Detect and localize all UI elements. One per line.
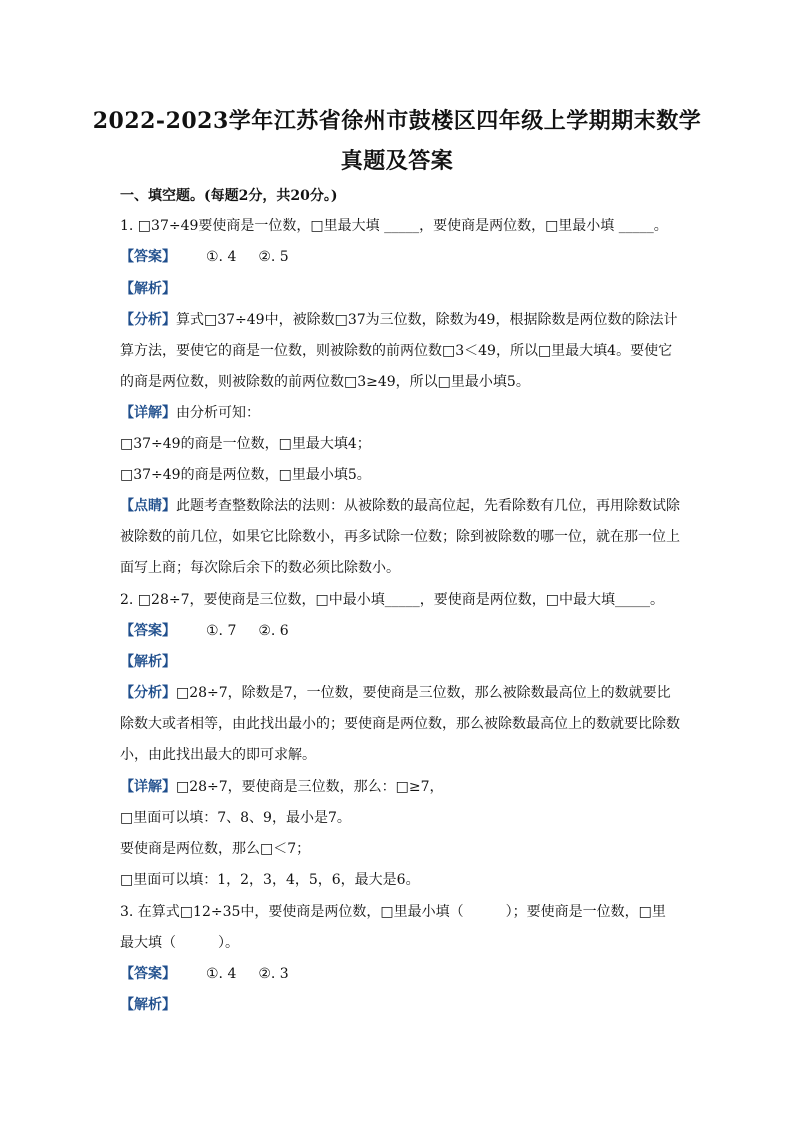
document-title-line-2: 真题及答案 bbox=[340, 148, 454, 174]
q2-fenxi-line-3: 小，由此找出最大的即可求解。 bbox=[120, 747, 316, 763]
q1-question: 1. □37÷49要使商是一位数，□里最大填 _____，要使商是两位数，□里最小填 _____。 bbox=[120, 218, 668, 234]
answer-label: 【答案】 bbox=[120, 966, 176, 982]
q1-fenxi-text-1: 算式□37÷49中，被除数□37为三位数，除数为49，根据除数是两位数的除法计 bbox=[176, 312, 678, 328]
q2-answer-a: ①. 7 bbox=[206, 623, 237, 639]
q3-answer-a: ①. 4 bbox=[206, 966, 237, 982]
q1-fenxi-line-2: 算方法，要使它的商是一位数，则被除数的前两位数□3＜49，所以□里最大填4。要使它 bbox=[120, 343, 673, 359]
q2-answer-row bbox=[120, 621, 680, 641]
q2-xiangjie-line-2: □里面可以填：7、8、9，最小是7。 bbox=[120, 810, 351, 826]
q1-dianjing-line-1 bbox=[120, 496, 680, 516]
q3-answer-b: ②. 3 bbox=[258, 966, 289, 982]
q2-fenxi-text-1: □28÷7，除数是7，一位数，要使商是三位数，那么被除数最高位上的数就要比 bbox=[176, 685, 671, 701]
q1-xiangjie-line-2: □37÷49的商是一位数，□里最大填4； bbox=[120, 436, 371, 452]
q2-answer-b: ②. 6 bbox=[258, 623, 289, 639]
q1-fenxi-line-1 bbox=[120, 310, 680, 330]
q2-xiangjie-line-3: 要使商是两位数，那么□＜7； bbox=[120, 841, 311, 857]
q1-xiangjie-line-3: □37÷49的商是两位数，□里最小填5。 bbox=[120, 467, 371, 483]
q3-jiexi-label: 【解析】 bbox=[120, 997, 176, 1013]
q2-xiangjie-line-1 bbox=[120, 777, 680, 797]
q1-dianjing-line-2: 被除数的前几位，如果它比除数小，再多试除一位数；除到被除数的哪一位，就在那一位上 bbox=[120, 529, 680, 545]
section-heading: 一、填空题。(每题2分，共20分。) bbox=[120, 188, 338, 204]
q3-question-line-2: 最大填（ ）。 bbox=[120, 935, 239, 951]
answer-label: 【答案】 bbox=[120, 623, 176, 639]
q1-answer-a: ①. 4 bbox=[206, 249, 237, 265]
answer-label: 【答案】 bbox=[120, 249, 176, 265]
q3-answer-row bbox=[120, 964, 680, 984]
q1-jiexi-label: 【解析】 bbox=[120, 281, 176, 297]
q1-xiangjie-text-1: 由分析可知： bbox=[176, 405, 260, 421]
q2-question: 2. □28÷7，要使商是三位数，□中最小填_____，要使商是两位数，□中最大填_____。 bbox=[120, 592, 664, 608]
fenxi-label: 【分析】 bbox=[120, 312, 176, 328]
q1-xiangjie-line-1 bbox=[120, 403, 680, 423]
dianjing-label: 【点睛】 bbox=[120, 498, 176, 514]
xiangjie-label: 【详解】 bbox=[120, 405, 176, 421]
q1-dianjing-text-1: 此题考查整数除法的法则：从被除数的最高位起，先看除数有几位，再用除数试除 bbox=[176, 498, 680, 514]
xiangjie-label: 【详解】 bbox=[120, 779, 176, 795]
q2-xiangjie-text-1: □28÷7，要使商是三位数，那么：□≥7， bbox=[176, 779, 444, 795]
q1-answer-b: ②. 5 bbox=[258, 249, 289, 265]
q2-fenxi-line-2: 除数大或者相等，由此找出最小的；要使商是两位数，那么被除数最高位上的数就要比除数 bbox=[120, 716, 680, 732]
document-title-line-1: 2022-2023学年江苏省徐州市鼓楼区四年级上学期期末数学 bbox=[92, 108, 702, 134]
fenxi-label: 【分析】 bbox=[120, 685, 176, 701]
q2-xiangjie-line-4: □里面可以填：1，2，3，4，5，6，最大是6。 bbox=[120, 872, 420, 888]
q1-fenxi-line-3: 的商是两位数，则被除数的前两位数□3≥49，所以□里最小填5。 bbox=[120, 374, 530, 390]
q1-answer-row bbox=[120, 247, 680, 267]
q3-question-line-1: 3. 在算式□12÷35中，要使商是两位数，□里最小填（ ）；要使商是一位数，□里 bbox=[120, 904, 666, 920]
q2-fenxi-line-1 bbox=[120, 683, 680, 703]
q2-jiexi-label: 【解析】 bbox=[120, 654, 176, 670]
q1-dianjing-line-3: 面写上商；每次除后余下的数必须比除数小。 bbox=[120, 560, 400, 576]
